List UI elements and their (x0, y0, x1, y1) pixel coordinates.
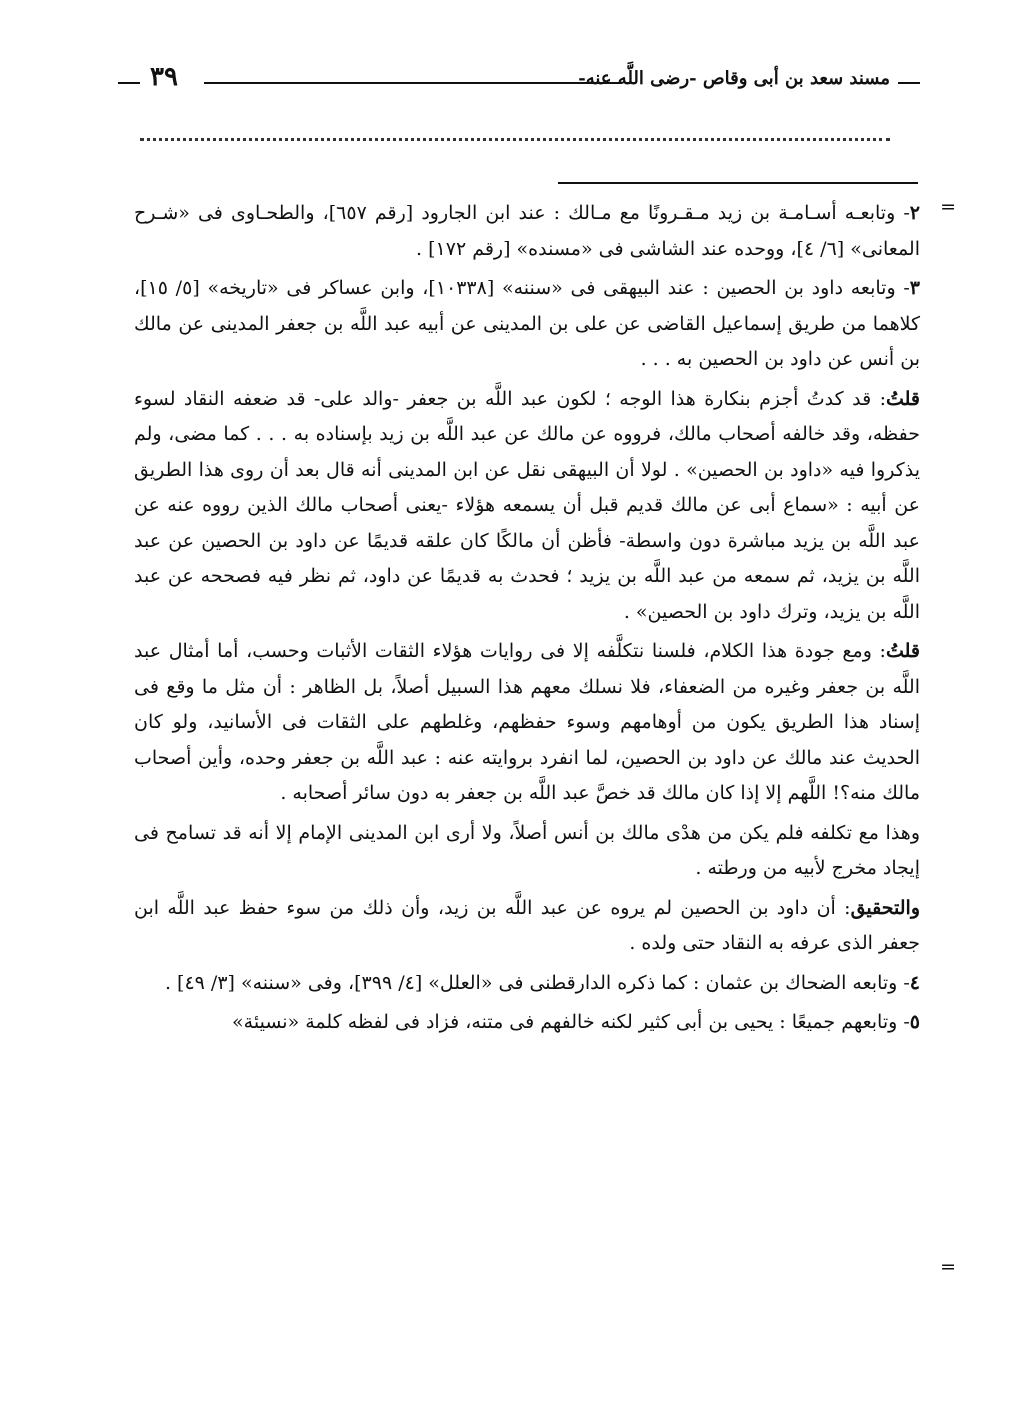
item-text: - وتابعه داود بن الحصين : عند البيهقى فى «سننه» [١٠٣٣٨]، وابن عساكر فى «تاريخه» [٥/ ١٥]، كلاهما من طريق إسماعيل القاضى عن على بن المدينى عن أبيه عبد اللَّه بن جعفر المدينى عن مالك بن أنس عن داود بن الحصين به . . . (134, 277, 920, 370)
continuation-mark-bottom: = (940, 1256, 956, 1278)
paragraph-text: : ومع جودة هذا الكلام، فلسنا نتكلَّفه إلا فى روايات هؤلاء الثقات الأثبات وحسب، أما أمثال عبد اللَّه بن جعفر وغيره من الضعفاء، فلا نسلك معهم هذا السبيل أصلاً، بل الظاهر : أن مثل ما وقع فى إسناد هذا الطريق يكون من أوهامهم وسوء حفظهم، وغلطهم على الثقات فى الأسانيد، ولو كان الحديث عند مالك عن داود بن الحصين، لما انفرد بروايته عنه : عبد اللَّه بن جعفر وحده، وأين أصحاب مالك منه؟! اللَّهم إلا إذا كان مالك قد خصَّ عبد اللَّه بن جعفر به دون سائر أصحابه . (134, 640, 920, 804)
item-number: ٤ (909, 971, 920, 994)
paragraph-qultu-1 (134, 382, 920, 631)
running-title: مسند سعد بن أبى وقاص -رضى اللَّه عنه- (578, 68, 890, 89)
footnote-item-5 (134, 1005, 920, 1041)
footnote-item-2 (134, 196, 920, 267)
paragraph-wahadha (134, 816, 920, 887)
paragraph-qultu-2 (134, 634, 920, 812)
page-header (118, 62, 890, 102)
footnotes-body (134, 196, 920, 1045)
header-dash-right (898, 82, 920, 84)
item-number: ٥ (909, 1011, 920, 1033)
item-text: - وتابعـه أسـامـة بن زيد مـقـرونًا مع مـالك : عند ابن الجارود [رقم ٦٥٧]، والطحـاوى فى «شـرح المعانى» [٦/ ٤]، ووحده عند الشاشى فى «مسنده» [رقم ١٧٢] . (134, 202, 920, 260)
paragraph-label: والتحقيق (850, 896, 920, 919)
item-number: ٢ (909, 202, 920, 224)
paragraph-label: قلتُ (885, 387, 920, 410)
paragraph-label: قلتُ (885, 640, 920, 662)
paragraph-tahqiq (134, 891, 920, 962)
footnote-item-4 (134, 966, 920, 1002)
paragraph-text: : أن داود بن الحصين لم يروه عن عبد اللَّه بن زيد، وأن ذلك من سوء حفظ عبد اللَّه ابن جعفر الذى عرفه به النقاد حتى ولده . (134, 896, 920, 954)
header-dash-left (118, 82, 140, 84)
item-number: ٣ (909, 277, 920, 299)
paragraph-text: : قد كدتُ أجزم بنكارة هذا الوجه ؛ لكون عبد اللَّه بن جعفر -والد على- قد ضعفه النقاد لسوء حفظه، وقد خالفه أصحاب مالك، فرووه عن مالك عن عبد اللَّه بن زيد بإسناده به . . . كما مضى، ولم يذكروا فيه «داود بن الحصين» . لولا أن البيهقى نقل عن ابن المدينى أنه قال بعد أن روى هذا الطريق عن أبيه : «سماع أبى عن مالك قديم قبل أن يسمعه هؤلاء -يعنى أصحاب مالك الذين رووه عنه عن عبد اللَّه بن يزيد مباشرة دون واسطة- فأظن أن مالكًا كان علقه قديمًا عن داود بن الحصين عن عبد اللَّه بن يزيد، ثم سمعه من عبد اللَّه بن يزيد ؛ فحدث به قديمًا عن داود، ثم نظر فيه فصححه عن عبد اللَّه بن يزيد، وترك داود بن الحصين» . (134, 387, 920, 623)
header-rule (204, 82, 622, 84)
page-number: ٣٩ (150, 62, 178, 92)
footnote-item-3 (134, 271, 920, 378)
paragraph-text: وهذا مع تكلفه فلم يكن من هدْى مالك بن أنس أصلاً، ولا أرى ابن المدينى الإمام إلا أنه قد تسامح فى إيجاد مخرج لأبيه من ورطته . (134, 821, 920, 879)
item-text: - وتابعه الضحاك بن عثمان : كما ذكره الدارقطنى فى «العلل» [٤/ ٣٩٩]، وفى «سننه» [٣/ ٤٩] . (164, 971, 910, 994)
footnote-separator (558, 182, 918, 184)
continuation-mark-top: = (940, 196, 956, 218)
item-text: - وتابعهم جميعًا : يحيى بن أبى كثير لكنه خالفهم فى متنه، فزاد فى لفظه كلمة «نسيئة» (232, 1011, 910, 1033)
text-elision-dots (140, 138, 890, 141)
